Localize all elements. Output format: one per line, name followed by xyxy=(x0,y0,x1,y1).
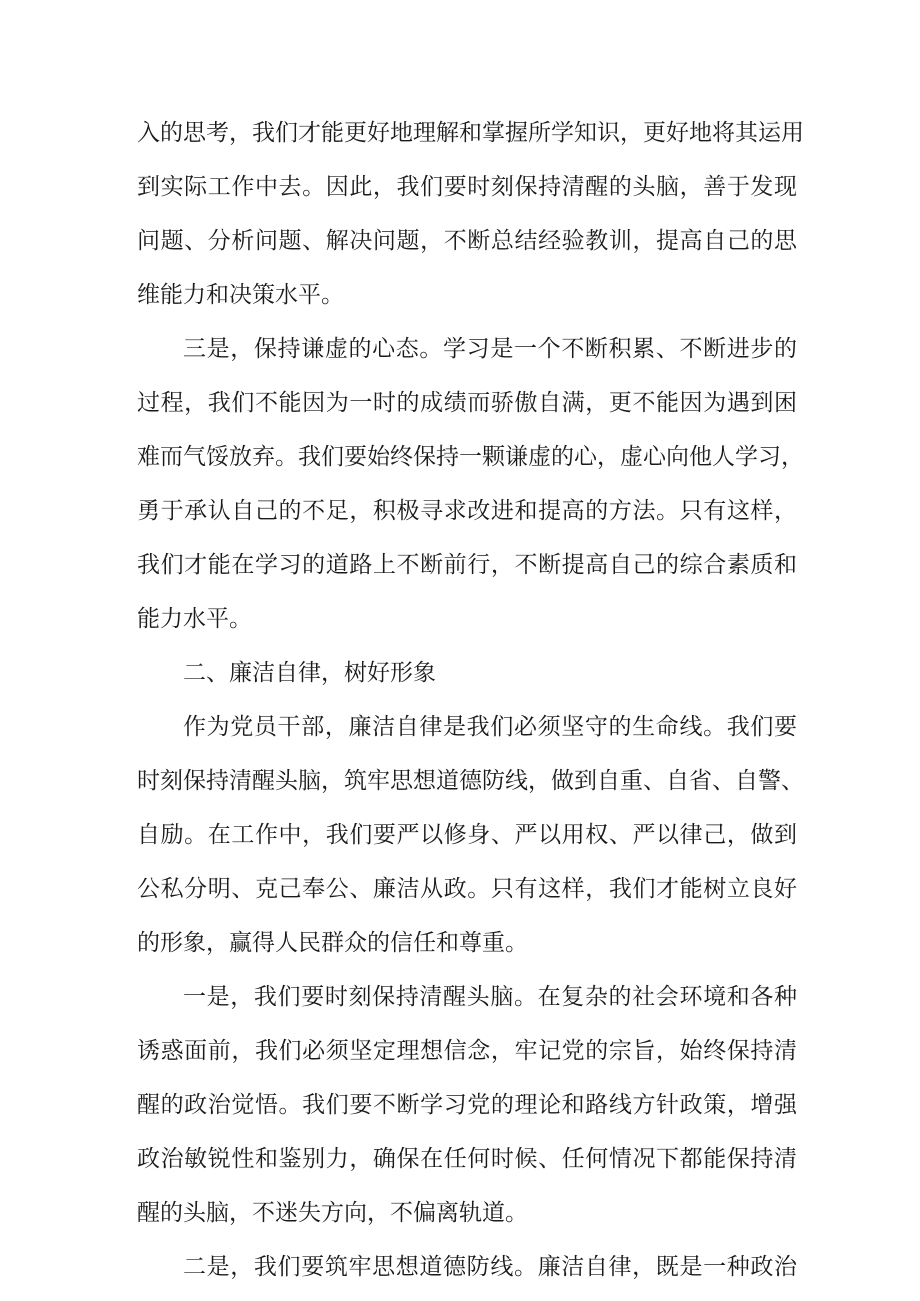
text-line: 醒的政治觉悟。我们要不断学习党的理论和路线方针政策，增强 xyxy=(137,1092,797,1118)
text-line: 勇于承认自己的不足，积极寻求改进和提高的方法。只有这样， xyxy=(137,498,797,524)
text-line: 自励。在工作中，我们要严以修身、严以用权、严以律己，做到 xyxy=(137,822,797,848)
text-line: 到实际工作中去。因此，我们要时刻保持清醒的头脑，善于发现 xyxy=(137,174,797,200)
text-line: 维能力和决策水平。 xyxy=(137,282,344,308)
text-line: 过程，我们不能因为一时的成绩而骄傲自满，更不能因为遇到困 xyxy=(137,390,797,416)
section-heading: 二、廉洁自律，树好形象 xyxy=(183,660,436,686)
text-line: 醒的头脑，不迷失方向，不偏离轨道。 xyxy=(137,1200,528,1226)
text-line: 诱惑面前，我们必须坚定理想信念，牢记党的宗旨，始终保持清 xyxy=(137,1038,797,1064)
text-line: 问题、分析问题、解决问题，不断总结经验教训，提高自己的思 xyxy=(137,228,797,254)
paragraph-start-line: 一是，我们要时刻保持清醒头脑。在复杂的社会环境和各种 xyxy=(183,984,797,1010)
paragraph-start-line: 作为党员干部，廉洁自律是我们必须坚守的生命线。我们要 xyxy=(183,714,797,740)
text-line: 难而气馁放弃。我们要始终保持一颗谦虚的心，虚心向他人学习， xyxy=(137,444,804,470)
text-line: 政治敏锐性和鉴别力，确保在任何时候、任何情况下都能保持清 xyxy=(137,1146,797,1172)
document-body xyxy=(137,106,804,1294)
paragraph-start-line: 三是，保持谦虚的心态。学习是一个不断积累、不断进步的 xyxy=(183,336,797,362)
text-line: 时刻保持清醒头脑，筑牢思想道德防线，做到自重、自省、自警、 xyxy=(137,768,804,794)
text-line: 能力水平。 xyxy=(137,606,252,632)
text-line: 我们才能在学习的道路上不断前行，不断提高自己的综合素质和 xyxy=(137,552,797,578)
text-line: 的形象，赢得人民群众的信任和尊重。 xyxy=(137,930,528,956)
text-line: 入的思考，我们才能更好地理解和掌握所学知识，更好地将其运用 xyxy=(137,120,804,146)
paragraph-start-line: 二是，我们要筑牢思想道德防线。廉洁自律，既是一种政治 xyxy=(183,1254,797,1280)
text-line: 公私分明、克己奉公、廉洁从政。只有这样，我们才能树立良好 xyxy=(137,876,797,902)
